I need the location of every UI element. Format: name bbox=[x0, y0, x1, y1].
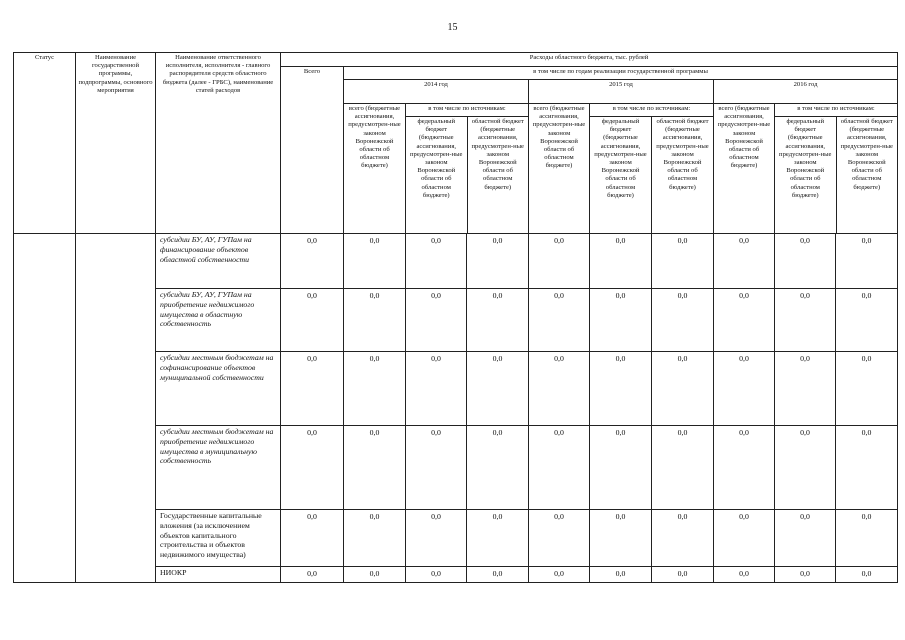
cell-value: 0,0 bbox=[467, 234, 529, 289]
header-year-2015: 2015 год bbox=[529, 80, 714, 104]
header-federal-2016: федеральный бюджет (бюджетные ассигнования, предусмотрен-ные законом Воронежской области об областном бюджете) bbox=[775, 117, 837, 233]
cell-value: 0,0 bbox=[775, 510, 836, 567]
row-label: субсидии местным бюджетам на приобретение недвижимого имущества в муниципальную собственность bbox=[156, 426, 281, 510]
cell-value: 0,0 bbox=[344, 510, 406, 567]
cell-value: 0,0 bbox=[590, 234, 652, 289]
cell-value: 0,0 bbox=[406, 289, 467, 352]
cell-value: 0,0 bbox=[344, 567, 406, 583]
cell-value: 0,0 bbox=[714, 426, 775, 510]
cell-value: 0,0 bbox=[775, 352, 836, 426]
cell-value: 0,0 bbox=[775, 289, 836, 352]
status-cell bbox=[14, 234, 76, 583]
cell-total: 0,0 bbox=[281, 234, 344, 289]
cell-value: 0,0 bbox=[714, 352, 775, 426]
cell-value: 0,0 bbox=[529, 234, 590, 289]
cell-total: 0,0 bbox=[281, 352, 344, 426]
header-all-sources-2015: всего (бюджетные ассигнования, предусмотрен-ные законом Воронежской области об областном бюджете) bbox=[529, 104, 590, 234]
cell-value: 0,0 bbox=[529, 426, 590, 510]
cell-value: 0,0 bbox=[467, 289, 529, 352]
cell-value: 0,0 bbox=[836, 289, 898, 352]
header-year-2014: 2014 год bbox=[344, 80, 529, 104]
cell-value: 0,0 bbox=[775, 234, 836, 289]
row-label: НИОКР bbox=[156, 567, 281, 583]
cell-value: 0,0 bbox=[590, 426, 652, 510]
cell-value: 0,0 bbox=[836, 426, 898, 510]
cell-value: 0,0 bbox=[714, 567, 775, 583]
header-federal-2014: федеральный бюджет (бюджетные ассигнования, предусмотрен-ные законом Воронежской области об областном бюджете) bbox=[406, 117, 468, 233]
cell-value: 0,0 bbox=[652, 352, 714, 426]
cell-total: 0,0 bbox=[281, 567, 344, 583]
cell-total: 0,0 bbox=[281, 289, 344, 352]
cell-value: 0,0 bbox=[406, 426, 467, 510]
header-by-sources-2015: в том числе по источникам: федеральный бюджет (бюджетные ассигнования, предусмотрен-ные законом Воронежской области об областном бюджете) областной бюджет (бюджетные ассигнования, предусмотрен-ные законом Воронежской области об областном бюджете) bbox=[590, 104, 714, 234]
cell-value: 0,0 bbox=[652, 289, 714, 352]
row-label: субсидии БУ, АУ, ГУПам на финансирование объектов областной собственности bbox=[156, 234, 281, 289]
cell-value: 0,0 bbox=[652, 567, 714, 583]
cell-value: 0,0 bbox=[836, 510, 898, 567]
cell-value: 0,0 bbox=[406, 510, 467, 567]
cell-value: 0,0 bbox=[344, 289, 406, 352]
cell-value: 0,0 bbox=[836, 234, 898, 289]
header-year-2016: 2016 год bbox=[714, 80, 898, 104]
cell-value: 0,0 bbox=[714, 510, 775, 567]
cell-value: 0,0 bbox=[467, 352, 529, 426]
cell-total: 0,0 bbox=[281, 426, 344, 510]
header-program-name: Наименование государственной программы, подпрограммы, основного мероприятия bbox=[76, 53, 156, 234]
cell-value: 0,0 bbox=[652, 510, 714, 567]
header-total: Всего bbox=[281, 67, 344, 234]
cell-value: 0,0 bbox=[836, 352, 898, 426]
cell-value: 0,0 bbox=[714, 234, 775, 289]
cell-value: 0,0 bbox=[529, 567, 590, 583]
cell-value: 0,0 bbox=[344, 234, 406, 289]
header-expenses: Расходы областного бюджета, тыс. рублей bbox=[281, 53, 898, 67]
header-executor: Наименование ответственного исполнителя, исполнителя - главного распорядителя средств областного бюджета (далее - ГРБС), наименование статей расходов bbox=[156, 53, 281, 234]
cell-value: 0,0 bbox=[590, 567, 652, 583]
cell-value: 0,0 bbox=[836, 567, 898, 583]
cell-value: 0,0 bbox=[529, 352, 590, 426]
cell-value: 0,0 bbox=[775, 567, 836, 583]
cell-value: 0,0 bbox=[406, 567, 467, 583]
cell-value: 0,0 bbox=[467, 567, 529, 583]
cell-value: 0,0 bbox=[652, 234, 714, 289]
cell-value: 0,0 bbox=[590, 510, 652, 567]
row-label: субсидии БУ, АУ, ГУПам на приобретение недвижимого имущества в областную собственность bbox=[156, 289, 281, 352]
cell-total: 0,0 bbox=[281, 510, 344, 567]
cell-value: 0,0 bbox=[529, 510, 590, 567]
table-row bbox=[14, 234, 898, 289]
header-regional-2015: областной бюджет (бюджетные ассигнования, предусмотрен-ные законом Воронежской области об областном бюджете) bbox=[656, 118, 709, 191]
header-all-sources-2014: всего (бюджетные ассигнования, предусмотрен-ные законом Воронежской области об областном бюджете) bbox=[344, 104, 406, 234]
row-label: субсидии местным бюджетам на софинансирование объектов муниципальной собственности bbox=[156, 352, 281, 426]
header-regional-2014: областной бюджет (бюджетные ассигнования, предусмотрен-ные законом Воронежской области об областном бюджете) bbox=[471, 118, 524, 191]
header-federal-2015: федеральный бюджет (бюджетные ассигнования, предусмотрен-ные законом Воронежской области об областном бюджете) bbox=[590, 117, 652, 233]
page-number: 15 bbox=[447, 22, 458, 33]
cell-value: 0,0 bbox=[590, 352, 652, 426]
budget-table bbox=[13, 52, 898, 583]
header-by-sources-2014: в том числе по источникам: федеральный бюджет (бюджетные ассигнования, предусмотрен-ные законом Воронежской области об областном бюджете) областной бюджет (бюджетные ассигнования, предусмотрен-ные законом Воронежской области об областном бюджете) bbox=[406, 104, 529, 234]
header-all-sources-2016: всего (бюджетные ассигнования, предусмотрен-ные законом Воронежской области об областном бюджете) bbox=[714, 104, 775, 234]
cell-value: 0,0 bbox=[344, 352, 406, 426]
cell-value: 0,0 bbox=[467, 426, 529, 510]
cell-value: 0,0 bbox=[590, 289, 652, 352]
header-status: Статус bbox=[14, 53, 76, 234]
header-by-sources-2016: в том числе по источникам: федеральный бюджет (бюджетные ассигнования, предусмотрен-ные законом Воронежской области об областном бюджете) областной бюджет (бюджетные ассигнования, предусмотрен-ные законом Воронежской области об областном бюджете) bbox=[775, 104, 898, 234]
cell-value: 0,0 bbox=[714, 289, 775, 352]
cell-value: 0,0 bbox=[406, 352, 467, 426]
cell-value: 0,0 bbox=[529, 289, 590, 352]
cell-value: 0,0 bbox=[652, 426, 714, 510]
header-regional-2016: областной бюджет (бюджетные ассигнования, предусмотрен-ные законом Воронежской области об областном бюджете) bbox=[840, 118, 893, 191]
row-label: Государственные капитальные вложения (за исключением объектов капитального строительства и объектов недвижимого имущества) bbox=[156, 510, 281, 567]
cell-value: 0,0 bbox=[406, 234, 467, 289]
cell-value: 0,0 bbox=[467, 510, 529, 567]
cell-value: 0,0 bbox=[775, 426, 836, 510]
program-name-cell bbox=[76, 234, 156, 583]
cell-value: 0,0 bbox=[344, 426, 406, 510]
header-by-years: в том числе по годам реализации государственной программы bbox=[344, 67, 898, 80]
